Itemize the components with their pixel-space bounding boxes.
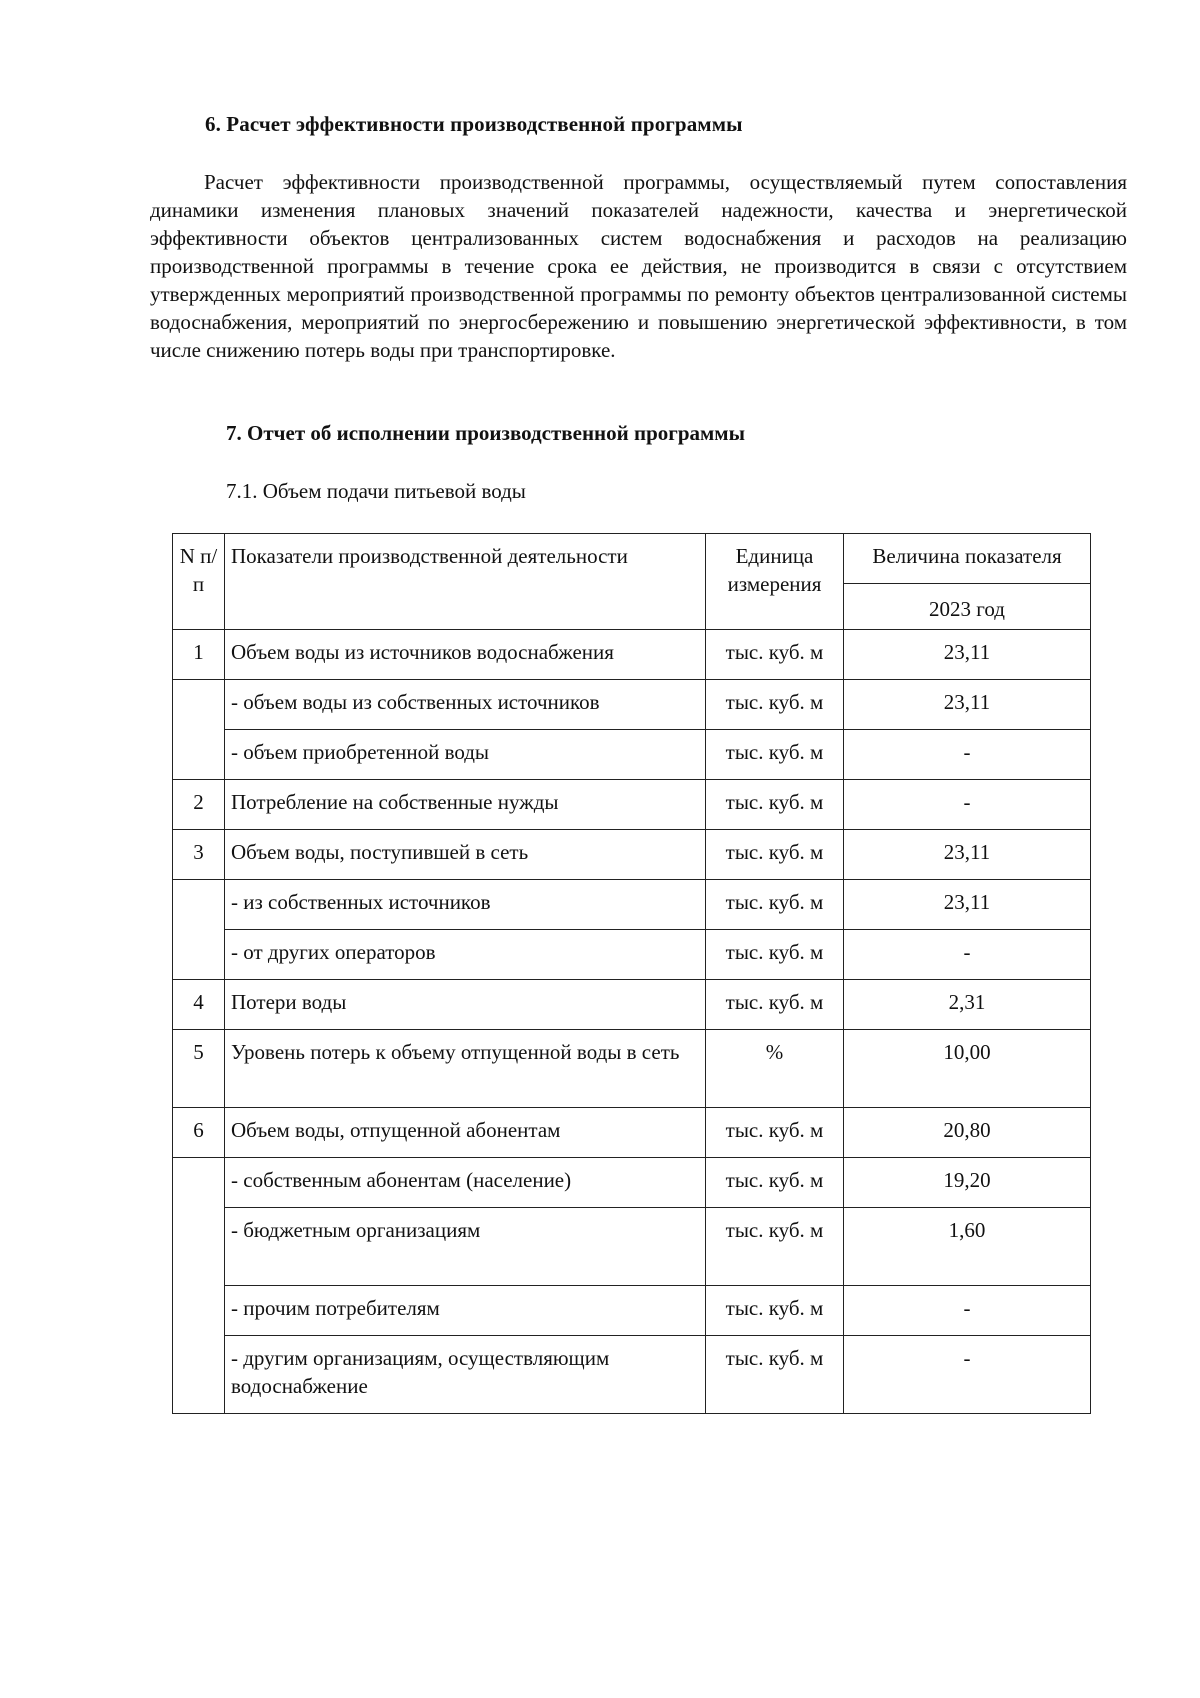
row-value: -: [844, 930, 1091, 980]
row-unit: тыс. куб. м: [706, 1208, 844, 1286]
table-row: [173, 1108, 1091, 1158]
row-name: - объем воды из собственных источников: [225, 680, 706, 730]
header-value: Величина показателя: [844, 534, 1091, 584]
section-6-paragraph: Расчет эффективности производственной программы, осуществляемый путем сопоставления динамики изменения плановых значений показателей надежности, качества и энергетической эффективности объектов централизованных систем водоснабжения и расходов на реализацию производственной программы в течение срока ее действия, не производится в связи с отсутствием утвержденных мероприятий производственной программы по ремонту объектов централизованной системы водоснабжения, мероприятий по энергосбережению и повышению энергетической эффективности, в том числе снижению потерь воды при транспортировке.: [150, 170, 1127, 362]
row-num: 2: [173, 780, 225, 830]
row-num: 6: [173, 1108, 225, 1158]
row-value: -: [844, 780, 1091, 830]
row-num: [173, 680, 225, 780]
row-num: [173, 1158, 225, 1414]
row-unit: тыс. куб. м: [706, 680, 844, 730]
table-row: [173, 730, 1091, 780]
header-unit: Единица измерения: [706, 534, 844, 630]
row-name: - от других операторов: [225, 930, 706, 980]
row-num: 3: [173, 830, 225, 880]
row-name: - из собственных источников: [225, 880, 706, 930]
water-supply-table: [172, 533, 1091, 1414]
section-7-1-subheading: 7.1. Объем подачи питьевой воды: [226, 479, 526, 503]
row-value: 23,11: [844, 680, 1091, 730]
row-value: -: [844, 730, 1091, 780]
row-unit: тыс. куб. м: [706, 1108, 844, 1158]
row-unit: тыс. куб. м: [706, 980, 844, 1030]
header-year: 2023 год: [844, 584, 1091, 630]
row-name: - объем приобретенной воды: [225, 730, 706, 780]
table-row: [173, 1286, 1091, 1336]
row-name: Потери воды: [225, 980, 706, 1030]
row-value: 20,80: [844, 1108, 1091, 1158]
row-num: [173, 880, 225, 980]
table-row: [173, 680, 1091, 730]
row-name: Объем воды, отпущенной абонентам: [225, 1108, 706, 1158]
table-row: [173, 630, 1091, 680]
row-unit: тыс. куб. м: [706, 830, 844, 880]
row-unit: тыс. куб. м: [706, 880, 844, 930]
row-name: Уровень потерь к объему отпущенной воды в сеть: [225, 1030, 706, 1108]
section-6-heading: 6. Расчет эффективности производственной программы: [205, 112, 743, 136]
table-row: [173, 930, 1091, 980]
header-indicator: Показатели производственной деятельности: [225, 534, 706, 630]
table-row: [173, 1030, 1091, 1108]
row-name: Объем воды, поступившей в сеть: [225, 830, 706, 880]
row-value: -: [844, 1286, 1091, 1336]
table-header-row: [173, 534, 1091, 584]
row-value: 2,31: [844, 980, 1091, 1030]
row-unit: тыс. куб. м: [706, 1158, 844, 1208]
row-unit: тыс. куб. м: [706, 780, 844, 830]
table-row: [173, 1208, 1091, 1286]
table-row: [173, 880, 1091, 930]
table-row: [173, 780, 1091, 830]
row-value: 1,60: [844, 1208, 1091, 1286]
row-num: 1: [173, 630, 225, 680]
row-num: 5: [173, 1030, 225, 1108]
row-unit: тыс. куб. м: [706, 930, 844, 980]
row-unit: тыс. куб. м: [706, 630, 844, 680]
row-value: 19,20: [844, 1158, 1091, 1208]
row-value: -: [844, 1336, 1091, 1414]
header-num: N п/п: [173, 534, 225, 630]
table-row: [173, 980, 1091, 1030]
row-unit: тыс. куб. м: [706, 730, 844, 780]
section-7-heading: 7. Отчет об исполнении производственной программы: [226, 421, 746, 445]
row-value: 23,11: [844, 880, 1091, 930]
row-name: Объем воды из источников водоснабжения: [225, 630, 706, 680]
row-name: - собственным абонентам (население): [225, 1158, 706, 1208]
row-name: - другим организациям, осуществляющим водоснабжение: [225, 1336, 706, 1414]
row-unit: тыс. куб. м: [706, 1286, 844, 1336]
row-unit: тыс. куб. м: [706, 1336, 844, 1414]
row-name: - бюджетным организациям: [225, 1208, 706, 1286]
row-unit: %: [706, 1030, 844, 1108]
table-row: [173, 830, 1091, 880]
row-value: 23,11: [844, 630, 1091, 680]
table-row: [173, 1336, 1091, 1414]
row-name: Потребление на собственные нужды: [225, 780, 706, 830]
row-num: 4: [173, 980, 225, 1030]
row-value: 10,00: [844, 1030, 1091, 1108]
row-value: 23,11: [844, 830, 1091, 880]
table-row: [173, 1158, 1091, 1208]
row-name: - прочим потребителям: [225, 1286, 706, 1336]
